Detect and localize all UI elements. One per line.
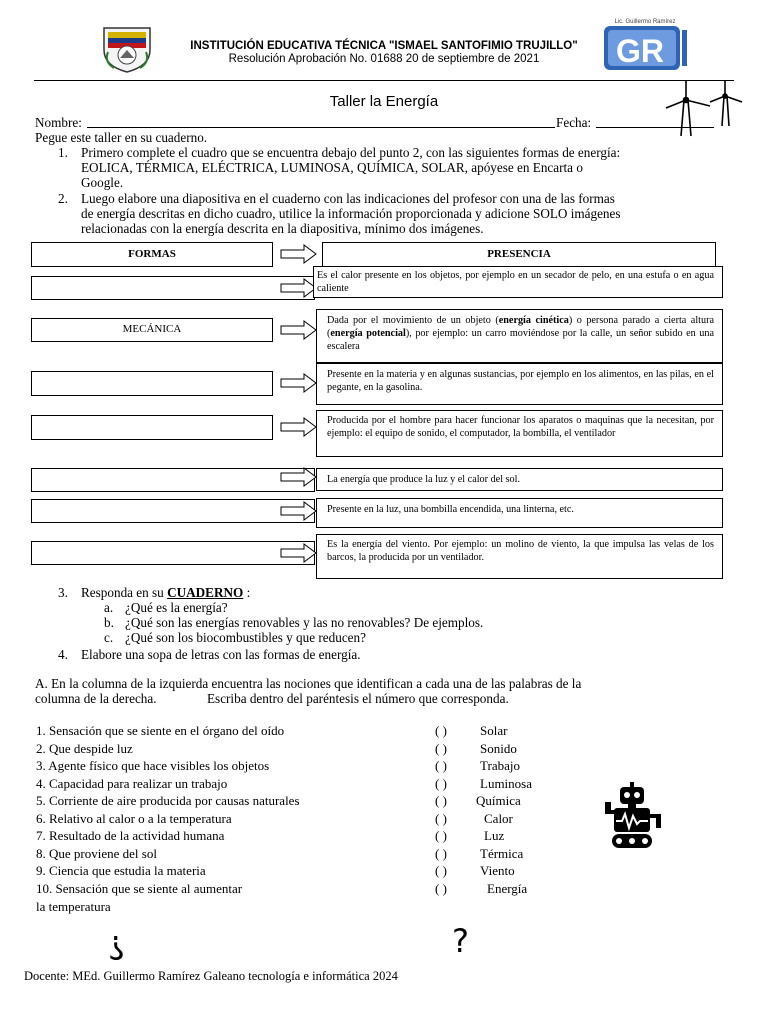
presencia-cell: Es el calor presente en los objetos, por ejemplo en un secador de pelo, en una estufa o en agua caliente [313,266,723,298]
matching-left-9: 9. Ciencia que estudia la materia [36,863,206,878]
desc-text: Dada por el movimiento de un objeto ( [327,315,499,326]
instruction-1-line1: Primero complete el cuadro que se encuentra debajo del punto 2, con las siguientes formas de energía: [81,145,621,160]
matching-word: Solar [480,723,508,738]
desc-bold-text: energía cinética [498,315,569,326]
matching-left-7: 7. Resultado de la actividad humana [36,828,225,843]
presencia-cell: Presente en la materia y en algunas sustancias, por ejemplo en los alimentos, en las pilas, en el pegante, en la gasolina. [316,363,723,405]
desc-text: ), por ejemplo: un carro moviéndose por la calle, un señor subido en una escalera [327,328,714,352]
question-a-letter: a. [104,600,114,615]
matching-left-1: 1. Sensación que se siente en el órgano del oído [36,723,285,738]
instruction-2-line1: Luego elabore una diapositiva en el cuaderno con las indicaciones del profesor con una de las formas [81,191,615,206]
arrow-icon [280,501,318,526]
instruction-1-line2: EOLICA, TÉRMICA, ELÉCTRICA, LUMINOSA, QUÍMICA, SOLAR, apóyese en Encarta o [81,160,583,175]
answer-paren[interactable]: ( ) [435,881,447,896]
matching-word: Calor [484,811,513,826]
answer-paren[interactable]: ( ) [435,863,447,878]
section-a-line2a: columna de la derecha. [35,691,157,706]
wind-turbines-icon [660,76,744,138]
forma-input-cell[interactable] [31,499,315,523]
matching-left-4: 4. Capacidad para realizar un trabajo [36,776,228,791]
forma-input-cell[interactable] [31,541,315,565]
forma-label-mecanica: MECÁNICA [122,323,182,335]
point3-text [81,585,250,600]
instruction-1-num: 1. [58,145,68,160]
point3-suffix: : [243,585,251,600]
date-field[interactable] [596,127,714,128]
instruction-2-line3: relacionadas con la energía descrita en la diapositiva, mínimo dos imágenes. [81,221,484,236]
answer-paren[interactable]: ( ) [435,793,447,808]
matching-word: Trabajo [480,758,520,773]
arrow-icon [280,543,318,568]
answer-paren[interactable]: ( ) [435,828,447,843]
arrow-icon [280,320,318,345]
formas-header-label: FORMAS [128,248,176,260]
forma-input-cell[interactable] [31,371,273,396]
presencia-header-label: PRESENCIA [487,248,551,260]
desc-text: ) o persona parado a cierta altura ( [327,315,714,339]
section-a-line1: A. En la columna de la izquierda encuentra las nociones que identifican a cada una de las palabras de la [35,676,582,691]
answer-paren[interactable]: ( ) [435,846,447,861]
matching-word: Luminosa [480,776,532,791]
matching-word: Luz [484,828,505,843]
date-label: Fecha: [556,115,592,130]
matching-word: Energía [487,881,528,896]
robot-icon [600,780,666,850]
matching-word: Viento [480,863,515,878]
point3-emph: CUADERNO [167,585,244,600]
question-c-letter: c. [104,630,114,645]
presencia-cell: Es la energía del viento. Por ejemplo: un molino de viento, la que impulsa las velas de los barcos, la producida por un ventilador. [316,534,723,579]
instruction-2-num: 2. [58,191,68,206]
question-c-text: ¿Qué son los biocombustibles y que reducen? [125,630,366,645]
forma-input-cell[interactable] [31,468,315,492]
arrow-icon [280,417,318,442]
gr-logo-caption: Lic. Guillermo Ramírez [614,19,676,25]
institution-name: INSTITUCIÓN EDUCATIVA TÉCNICA "ISMAEL SANTOFIMIO TRUJILLO" [190,40,578,52]
matching-left-8: 8. Que proviene del sol [36,846,157,861]
header-rule [34,80,734,81]
answer-paren[interactable]: ( ) [435,758,447,773]
answer-paren[interactable]: ( ) [435,723,447,738]
forma-input-cell[interactable] [31,276,315,300]
matching-left-6: 6. Relativo al calor o a la temperatura [36,811,232,826]
question-mark-left-icon: ? [108,928,125,966]
matching-left-10-cont: la temperatura [36,899,111,914]
presencia-cell: Producida por el hombre para hacer funcionar los aparatos o maquinas que la necesitan, por ejemplo: el equipo de sonido, el computador, la bombilla, el ventilador [316,410,723,457]
matching-word: Química [476,793,521,808]
matching-word: Térmica [480,846,524,861]
question-b-letter: b. [104,615,114,630]
presencia-cell [316,309,723,363]
question-a-text: ¿Qué es la energía? [125,600,228,615]
answer-paren[interactable]: ( ) [435,741,447,756]
section-a-line2b: Escriba dentro del paréntesis el número que corresponda. [207,691,509,706]
answer-paren[interactable]: ( ) [435,811,447,826]
instruction-2-line2: de energía descritas en dicho cuadro, utilice la información proporcionada y adicione SOLO imágenes [81,206,621,221]
desc-bold-text: energía potencial [330,328,406,339]
point3-prefix: Responda en su [81,585,168,600]
presencia-header-cell [322,242,716,267]
gr-logo-letters: GR [616,33,664,69]
question-mark-right-icon: ? [452,922,469,960]
resolution-line: Resolución Aprobación No. 01688 20 de septiembre de 2021 [228,53,540,65]
question-b-text: ¿Qué son las energías renovables y las no renovables? De ejemplos. [125,615,484,630]
instruction-1-line3: Google. [81,175,124,190]
name-field[interactable] [87,127,555,128]
arrow-icon [280,467,318,492]
point4-text: Elabore una sopa de letras con las formas de energía. [81,647,361,662]
matching-left-5: 5. Corriente de aire producida por causas naturales [36,793,300,808]
point3-num: 3. [58,585,68,600]
intro-text: Pegue este taller en su cuaderno. [35,130,208,145]
forma-input-cell[interactable] [31,415,273,440]
matching-word: Sonido [480,741,517,756]
point4-num: 4. [58,647,68,662]
formas-header-cell [31,242,273,267]
presencia-cell: La energía que produce la luz y el calor del sol. [316,468,723,491]
answer-paren[interactable]: ( ) [435,776,447,791]
name-label: Nombre: [35,115,82,130]
arrow-icon [280,373,318,398]
gr-logo [600,16,690,72]
page-title: Taller la Energía [329,93,439,110]
matching-left-3: 3. Agente físico que hace visibles los objetos [36,758,270,773]
matching-left-2: 2. Que despide luz [36,741,133,756]
matching-left-10: 10. Sensación que se siente al aumentar [36,881,243,896]
footer-teacher: Docente: MEd. Guillermo Ramírez Galeano tecnología e informática 2024 [24,969,398,983]
forma-cell-mecanica [31,318,273,342]
presencia-cell: Presente en la luz, una bombilla encendida, una linterna, etc. [316,498,723,528]
